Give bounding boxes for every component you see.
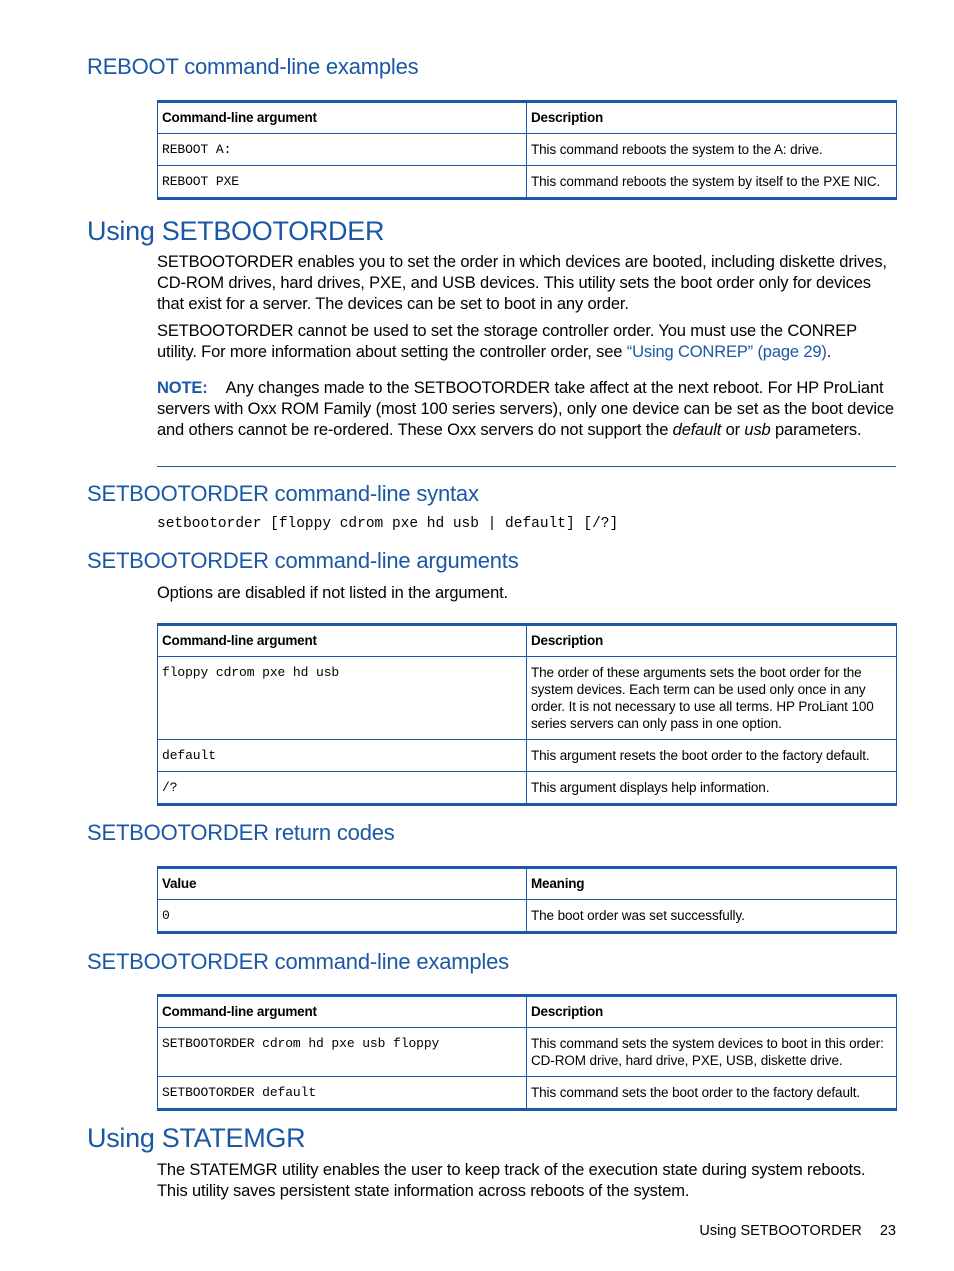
table-cell-description: The order of these arguments sets the boot order for the system devices. Each term can be used only once in any order. It is not necessary to use all terms. HP ProLiant 100 series servers can only pass in one option. <box>527 657 897 740</box>
table-header-cell: Meaning <box>527 868 897 900</box>
setbootorder-examples-heading: SETBOOTORDER command-line examples <box>87 949 509 974</box>
arguments-heading: SETBOOTORDER command-line arguments <box>87 548 519 573</box>
conrep-page-link[interactable]: “Using CONREP” (page 29) <box>626 343 827 361</box>
table-cell-description: This argument resets the boot order to the factory default. <box>527 740 897 772</box>
table-cell-argument: default <box>158 740 527 772</box>
para-text: SETBOOTORDER cannot be used to set the storage controller order. You must use the CONREP utility. For more information about setting the controller order, see <box>157 322 857 361</box>
syntax-code: setbootorder [floppy cdrom pxe hd usb | default] [/?] <box>157 516 619 532</box>
table-row <box>158 1077 897 1110</box>
table-header-row <box>158 996 897 1028</box>
table-cell-argument: REBOOT PXE <box>158 166 527 199</box>
return-codes-table <box>157 866 897 934</box>
table-header-cell: Description <box>527 996 897 1028</box>
reboot-examples-table <box>157 100 897 200</box>
table-cell-description: This command reboots the system by itself to the PXE NIC. <box>527 166 897 199</box>
table-cell-description: This command sets the boot order to the factory default. <box>527 1077 897 1110</box>
setbootorder-heading: Using SETBOOTORDER <box>87 216 385 246</box>
table-header-row <box>158 868 897 900</box>
note-text: Any changes made to the SETBOOTORDER take affect at the next reboot. For HP ProLiant servers with Oxx ROM Family (most 100 series servers), only one device can be set as the boot device and others cannot be re-ordered. These Oxx servers do not support the <box>157 379 894 439</box>
note-label: NOTE: <box>157 379 208 397</box>
table-row <box>158 1028 897 1077</box>
setbootorder-paragraph-2 <box>157 321 897 363</box>
table-header-cell: Value <box>158 868 527 900</box>
table-cell-description: This command reboots the system to the A: drive. <box>527 134 897 166</box>
table-row <box>158 657 897 740</box>
table-header-cell: Command-line argument <box>158 102 527 134</box>
arguments-table <box>157 623 897 806</box>
table-header-cell: Command-line argument <box>158 996 527 1028</box>
table-cell-argument: /? <box>158 772 527 805</box>
arguments-intro: Options are disabled if not listed in the argument. <box>157 584 508 602</box>
footer-section-title: Using SETBOOTORDER <box>699 1223 862 1239</box>
setbootorder-paragraph-1: SETBOOTORDER enables you to set the order in which devices are booted, including diskette drives, CD-ROM drives, hard drives, PXE, and USB devices. This utility sets the boot order only for devices that exist for a server. The devices can be set to boot in any order. <box>157 253 887 313</box>
table-row <box>158 900 897 933</box>
note-divider <box>157 466 896 467</box>
syntax-heading: SETBOOTORDER command-line syntax <box>87 481 479 506</box>
table-cell-argument: SETBOOTORDER cdrom hd pxe usb floppy <box>158 1028 527 1077</box>
page-number: 23 <box>879 1223 896 1239</box>
note-emphasis: usb <box>744 421 771 439</box>
return-codes-heading: SETBOOTORDER return codes <box>87 820 395 845</box>
table-header-cell: Description <box>527 625 897 657</box>
table-header-row <box>158 102 897 134</box>
statemgr-paragraph: The STATEMGR utility enables the user to keep track of the execution state during system reboots. This utility saves persistent state information across reboots of the system. <box>157 1161 866 1200</box>
table-cell-argument: REBOOT A: <box>158 134 527 166</box>
table-cell-description: This argument displays help information. <box>527 772 897 805</box>
statemgr-heading: Using STATEMGR <box>87 1123 306 1153</box>
table-row <box>158 740 897 772</box>
table-cell-meaning: The boot order was set successfully. <box>527 900 897 933</box>
table-cell-argument: floppy cdrom pxe hd usb <box>158 657 527 740</box>
table-header-cell: Description <box>527 102 897 134</box>
setbootorder-examples-table <box>157 994 897 1111</box>
table-cell-argument: SETBOOTORDER default <box>158 1077 527 1110</box>
para-text: . <box>826 343 832 361</box>
note-text: parameters. <box>770 421 862 439</box>
table-cell-value: 0 <box>158 900 527 933</box>
note-emphasis: default <box>672 421 722 439</box>
note-block <box>157 378 897 441</box>
page-footer <box>699 1222 896 1240</box>
note-text: or <box>721 421 745 439</box>
table-header-cell: Command-line argument <box>158 625 527 657</box>
table-cell-description: This command sets the system devices to boot in this order: CD-ROM drive, hard drive, PXE, USB, diskette drive. <box>527 1028 897 1077</box>
table-header-row <box>158 625 897 657</box>
table-row <box>158 772 897 805</box>
table-row <box>158 134 897 166</box>
table-row <box>158 166 897 199</box>
reboot-examples-heading: REBOOT command-line examples <box>87 54 419 79</box>
